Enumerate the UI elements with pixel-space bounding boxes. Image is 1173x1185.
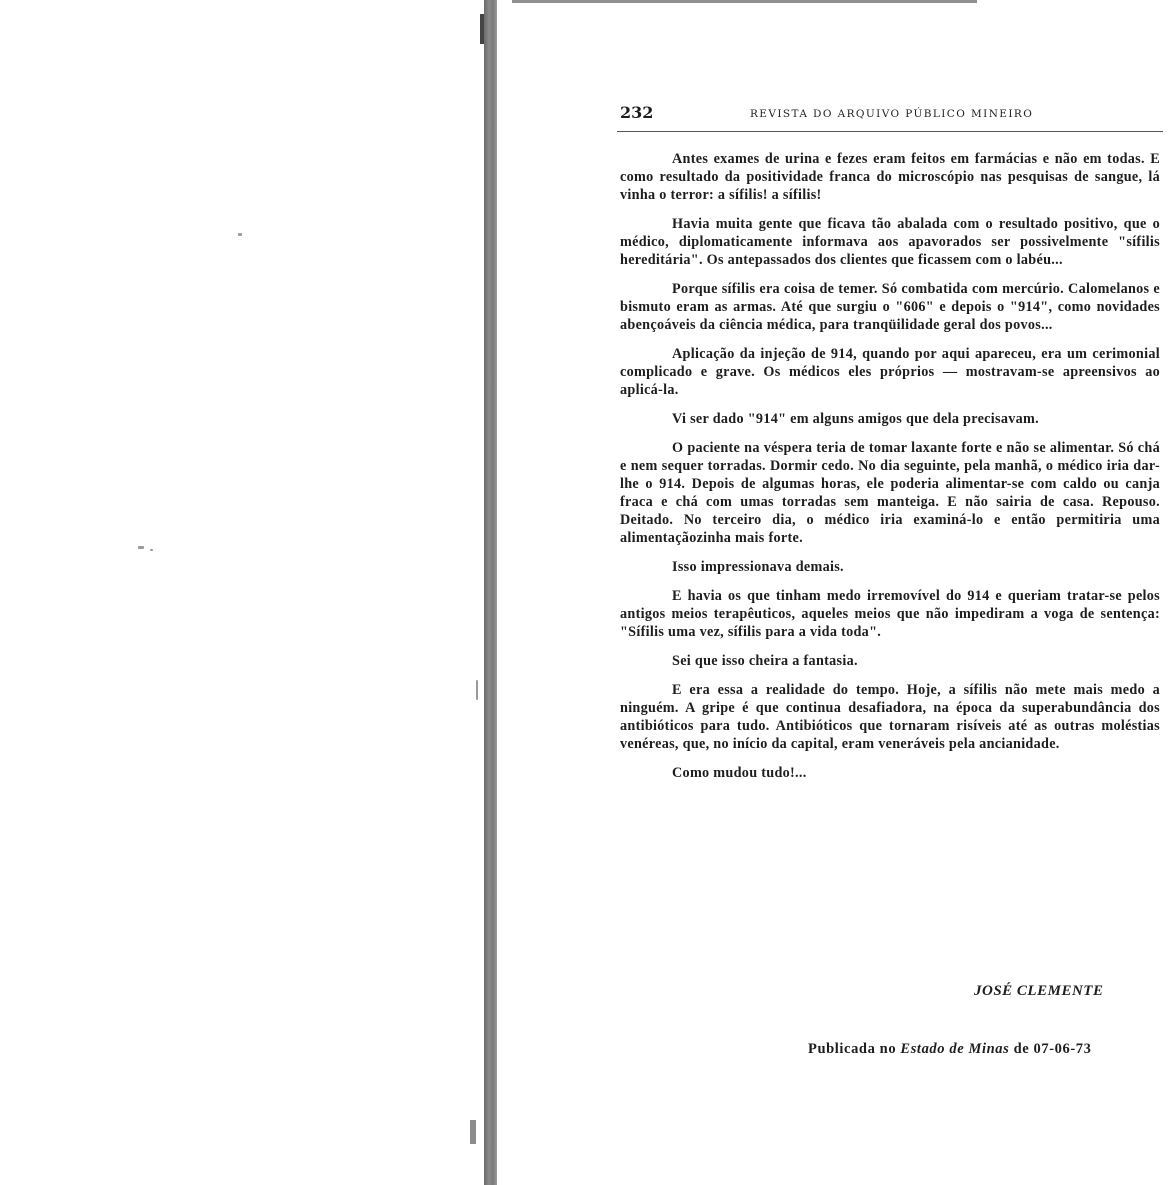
paragraph: E era essa a realidade do tempo. Hoje, a sífilis não mete mais medo a ninguém. A gripe é que continua desafiadora, na época da superabundância dos antibióticos para tudo. Antibióticos que tornaram risíveis até as outras moléstias venéreas, que, no início da capital, eram veneráveis pela ancianidade. [620, 682, 1160, 752]
paragraph: Porque sífilis era coisa de temer. Só combatida com mercúrio. Calomelanos e bismuto eram as armas. Até que surgiu o "606" e depois o "914", como novidades abençoáveis da ciência médica, para tranqüilidade geral dos povos... [620, 281, 1160, 333]
paragraph: O paciente na véspera teria de tomar laxante forte e não se alimentar. Só chá e nem sequer torradas. Dormir cedo. No dia seguinte, pela manhã, o médico iria dar-lhe o 914. Depois de algumas horas, ele poderia alimentar-se com caldo ou canja fraca e chá com umas torradas sem manteiga. E não sairia de casa. Repouso. Deitado. No terceiro dia, o médico iria examiná-lo e então permitiria uma alimentaçãozinha mais forte. [620, 440, 1160, 546]
publication-note [808, 1041, 1091, 1058]
left-blank-page [0, 0, 478, 1185]
book-binding-gutter [484, 0, 497, 1185]
scan-speck [138, 546, 144, 549]
binding-notch [470, 1120, 476, 1144]
publication-prefix: Publicada no [808, 1041, 897, 1057]
paragraph: Isso impressionava demais. [672, 559, 844, 575]
document-page [497, 0, 1173, 1185]
scan-speck [476, 680, 478, 700]
paragraph: Vi ser dado "914" em alguns amigos que dela precisavam. [672, 411, 1039, 427]
publication-date: de 07-06-73 [1013, 1041, 1092, 1057]
journal-title: REVISTA DO ARQUIVO PÚBLICO MINEIRO [750, 108, 1034, 120]
paragraph: Havia muita gente que ficava tão abalada com o resultado positivo, que o médico, diplomaticamente informava aos apavorados ser possivelmente "sífilis hereditária". Os antepassados dos clientes que ficassem com o labéu... [620, 216, 1160, 268]
page-number: 232 [620, 103, 654, 122]
article-body [620, 150, 1160, 793]
paragraph: Sei que isso cheira a fantasia. [672, 653, 858, 669]
paragraph: Aplicação da injeção de 914, quando por aqui apareceu, era um cerimonial complicado e grave. Os médicos eles próprios — mostravam-se apreensivos ao aplicá-la. [620, 346, 1160, 398]
running-header [617, 103, 1163, 132]
scan-speck [150, 549, 153, 551]
paragraph: E havia os que tinham medo irremovível do 914 e queriam tratar-se pelos antigos meios terapêuticos, aqueles meios que não impediram a voga de sentença: "Sífilis uma vez, sífilis para a vida toda". [620, 588, 1160, 640]
paragraph: Antes exames de urina e fezes eram feitos em farmácias e não em todas. E como resultado da positividade franca do microscópio nas pesquisas de sangue, lá vinha o terror: a sífilis! a sífilis! [620, 151, 1160, 203]
scan-speck [238, 233, 242, 236]
author-signature: JOSÉ CLEMENTE [974, 983, 1104, 999]
publication-source: Estado de Minas [900, 1041, 1010, 1057]
paragraph: Como mudou tudo!... [672, 765, 807, 781]
